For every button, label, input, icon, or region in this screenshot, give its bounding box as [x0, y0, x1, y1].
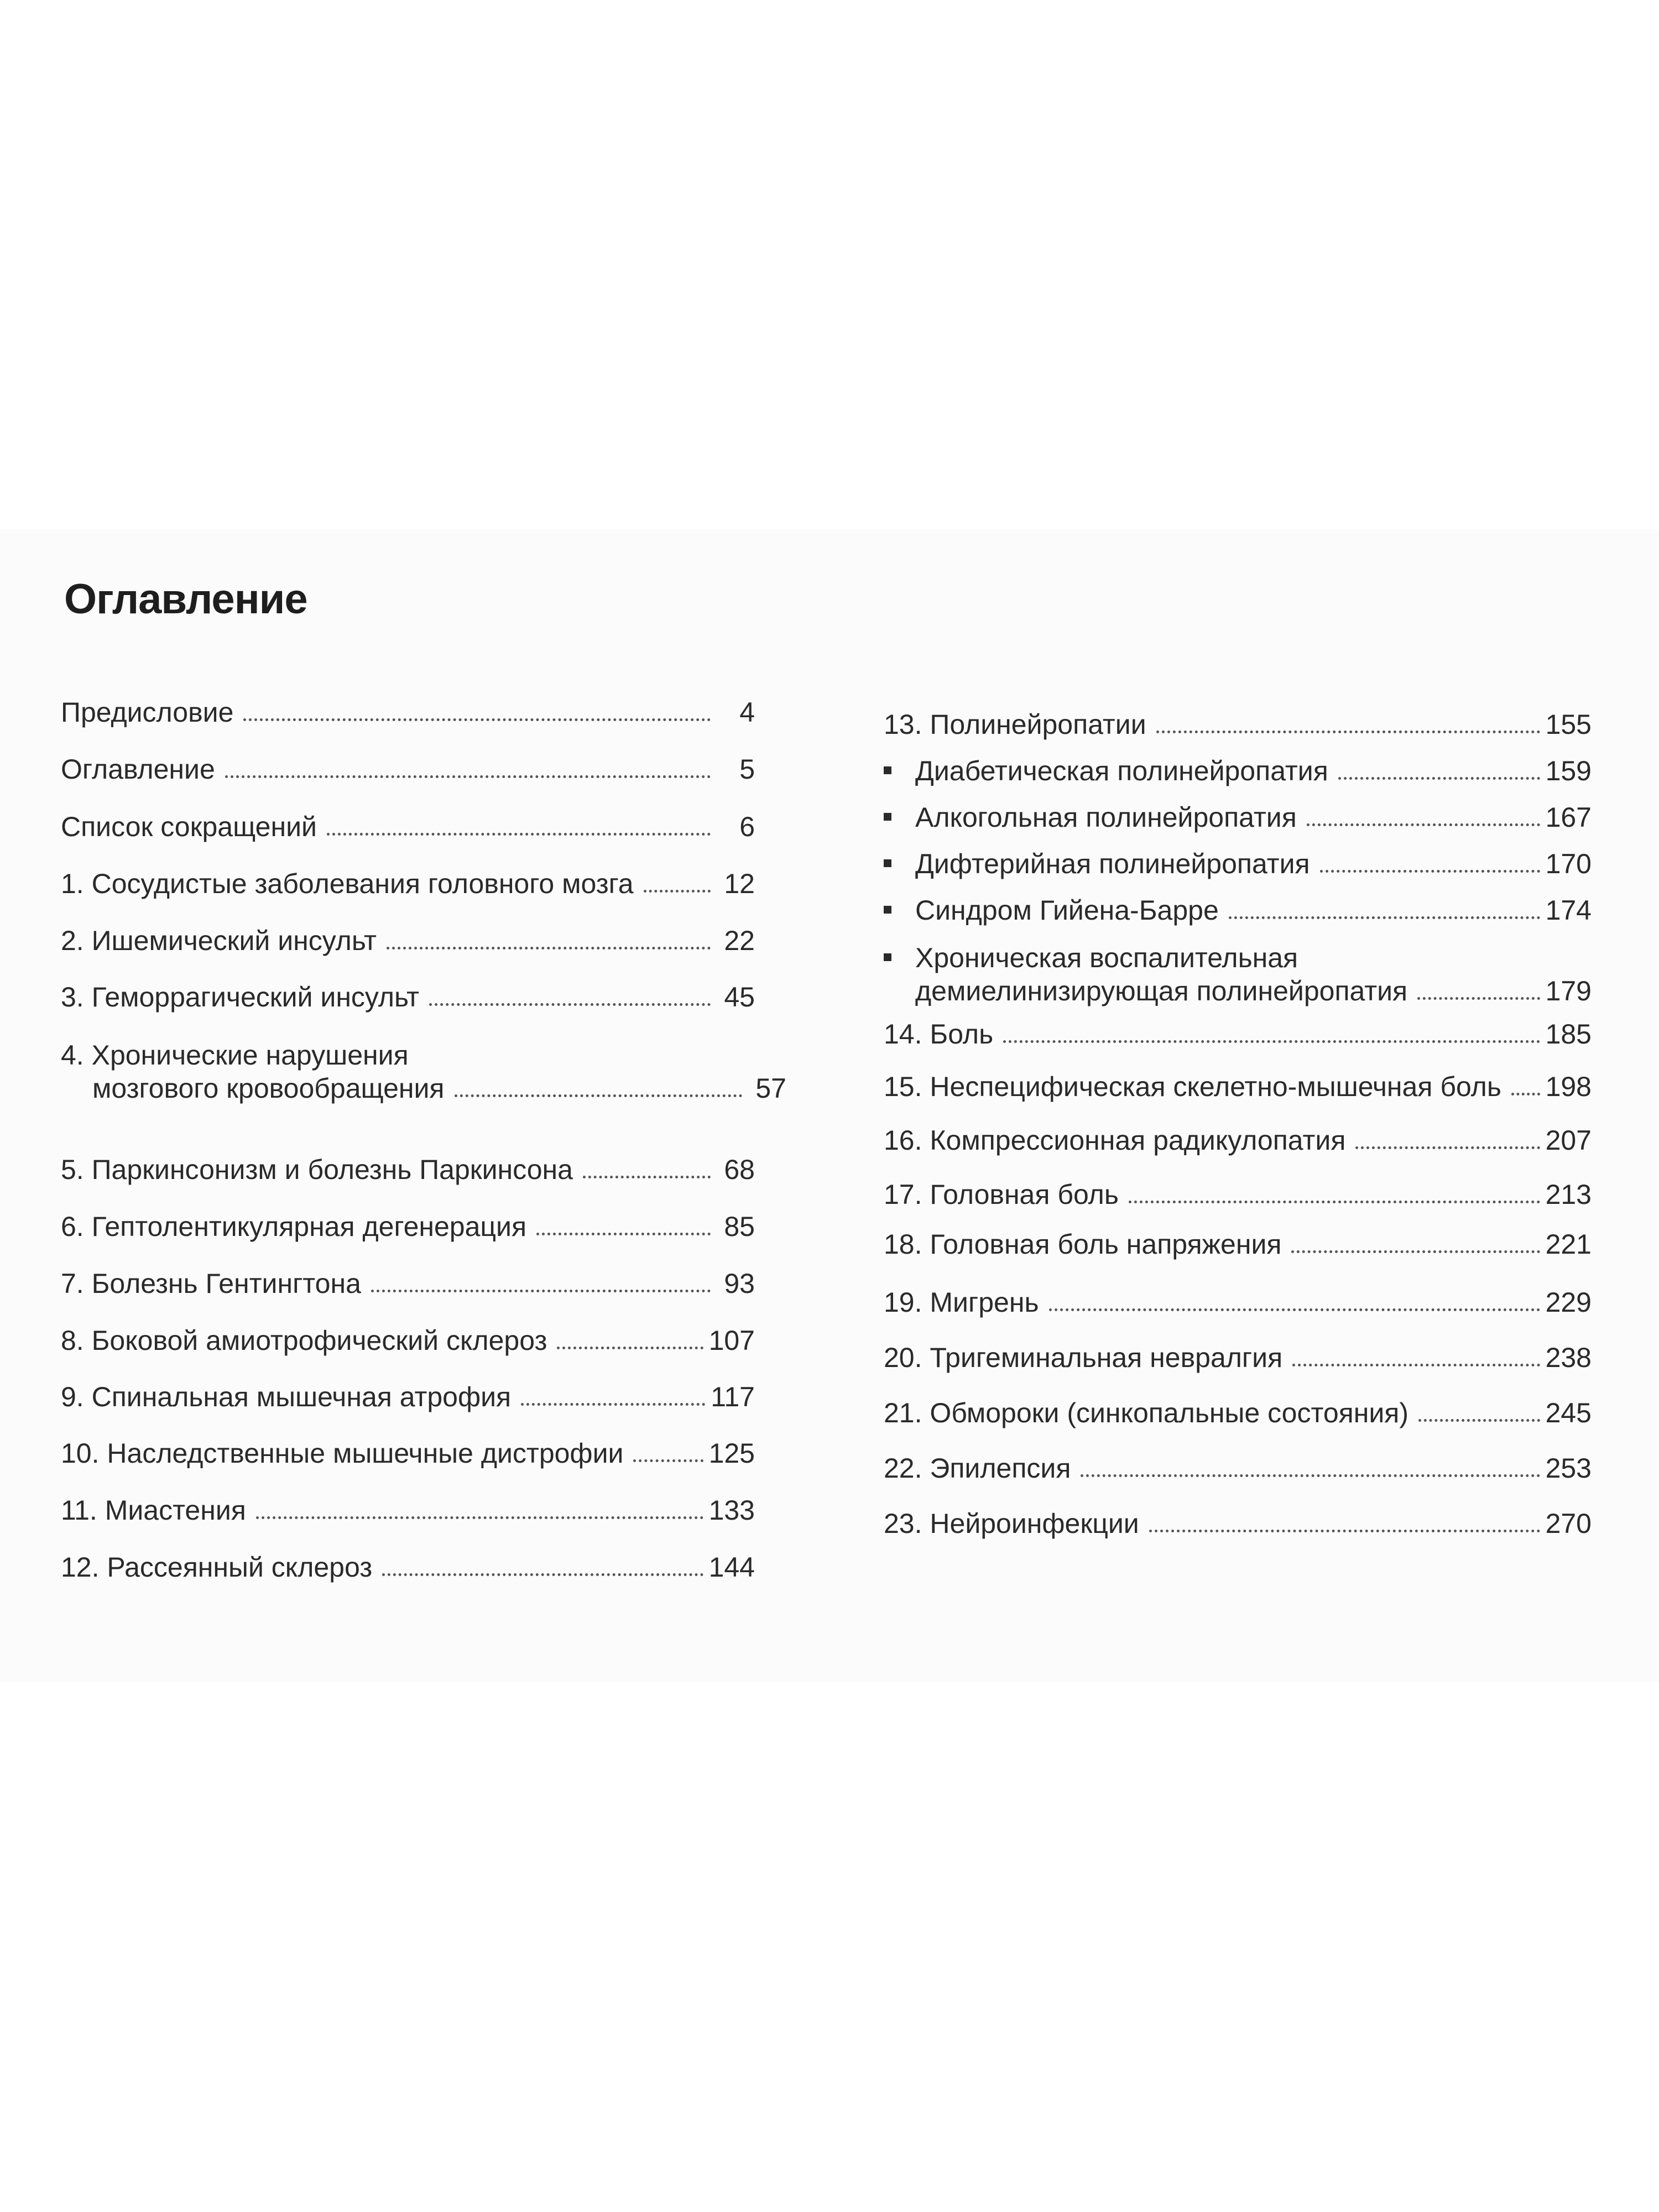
toc-page-number: 167 [1545, 802, 1592, 833]
dot-leader [1291, 1250, 1540, 1253]
toc-entry-title-line: 4. Хронические нарушения [61, 1040, 409, 1071]
toc-entry [884, 708, 1592, 741]
toc-entry-title: 17. Головная боль [884, 1179, 1119, 1210]
toc-entry-title: 9. Спинальная мышечная атрофия [61, 1381, 512, 1412]
toc-page-number: 170 [1545, 848, 1592, 879]
dot-leader [1320, 870, 1540, 873]
toc-entry-title: Алкогольная полинейропатия [915, 802, 1297, 833]
toc-entry [61, 980, 755, 1014]
dot-leader [1355, 1146, 1540, 1149]
dot-leader [644, 890, 711, 893]
toc-page-number: 133 [708, 1495, 755, 1526]
toc-entry-title: мозгового кровообращения [92, 1073, 445, 1104]
toc-entry-title: 15. Неспецифическая скелетно-мышечная боль [884, 1071, 1501, 1102]
toc-page-number: 221 [1545, 1229, 1592, 1260]
dot-leader [1511, 1093, 1540, 1095]
toc-entry-title: 20. Тригеминальная невралгия [884, 1342, 1283, 1373]
dot-leader [225, 775, 711, 778]
dot-leader [1156, 731, 1540, 733]
bullet-icon [884, 859, 891, 867]
toc-entry-title: Предисловие [61, 697, 234, 728]
toc-entry [61, 1324, 755, 1357]
toc-entry-title: 18. Головная боль напряжения [884, 1229, 1282, 1260]
toc-entry-title: демиелинизирующая полинейропатия [915, 975, 1408, 1006]
toc-page-number: 270 [1545, 1508, 1592, 1539]
toc-entry [61, 1267, 755, 1300]
toc-page-number: 213 [1545, 1179, 1592, 1210]
dot-leader [256, 1516, 703, 1519]
toc-page-number: 6 [739, 811, 755, 842]
dot-leader [1418, 1419, 1540, 1422]
toc-entry [61, 1380, 755, 1413]
toc-entry-title: 2. Ишемический инсульт [61, 925, 377, 956]
toc-entry [884, 1286, 1592, 1319]
dot-leader [1417, 997, 1540, 1000]
toc-entry [884, 1452, 1592, 1485]
toc-page-number: 229 [1545, 1287, 1592, 1318]
dot-leader [371, 1290, 711, 1292]
toc-entry [884, 1070, 1592, 1103]
dot-leader [1149, 1530, 1540, 1532]
toc-entry [884, 754, 1592, 787]
dot-leader [536, 1233, 711, 1235]
dot-leader [583, 1176, 711, 1178]
toc-page-number: 57 [755, 1073, 786, 1104]
bullet-icon [884, 766, 891, 774]
toc-entry [61, 924, 755, 957]
toc-page-number: 68 [724, 1154, 755, 1185]
toc-page-number: 5 [739, 754, 755, 785]
dot-leader [455, 1094, 743, 1097]
dot-leader [327, 833, 711, 836]
toc-entry-title: Синдром Гийена-Барре [915, 895, 1219, 926]
dot-leader [633, 1459, 703, 1462]
toc-entry [61, 1153, 755, 1186]
toc-entry [884, 1228, 1592, 1261]
toc-entry [884, 941, 1592, 1008]
toc-page-number: 253 [1545, 1453, 1592, 1484]
toc-entry [61, 1494, 755, 1527]
dot-leader [1307, 823, 1540, 826]
toc-page-number: 85 [724, 1211, 755, 1242]
dot-leader [1081, 1474, 1540, 1477]
toc-page-number: 238 [1545, 1342, 1592, 1373]
bullet-icon [884, 953, 891, 961]
bullet-icon [884, 906, 891, 914]
toc-entry [61, 810, 755, 843]
dot-leader [1003, 1040, 1540, 1043]
dot-leader [1292, 1364, 1540, 1366]
toc-entry [61, 1437, 755, 1470]
toc-entry [61, 1210, 755, 1243]
toc-page-number: 198 [1545, 1071, 1592, 1102]
toc-entry [884, 801, 1592, 834]
toc-entry-title-line: Хроническая воспалительная [915, 942, 1298, 973]
toc-entry-title: 13. Полинейропатии [884, 709, 1146, 740]
dot-leader [243, 718, 711, 721]
toc-entry-title: 1. Сосудистые заболевания головного мозга [61, 868, 634, 899]
toc-entry-title: 14. Боль [884, 1019, 994, 1050]
toc-entry-title: 23. Нейроинфекции [884, 1508, 1139, 1539]
toc-entry [884, 1396, 1592, 1430]
toc-entry-title: 5. Паркинсонизм и болезнь Паркинсона [61, 1154, 573, 1185]
toc-page-number: 155 [1545, 709, 1592, 740]
toc-page-number: 174 [1545, 895, 1592, 926]
toc-entry [884, 847, 1592, 880]
toc-page-number: 185 [1545, 1019, 1592, 1050]
toc-page-number: 207 [1545, 1125, 1592, 1156]
toc-page-number: 12 [724, 868, 755, 899]
dot-leader [1338, 777, 1540, 780]
toc-entry-title: Оглавление [61, 754, 215, 785]
toc-entry [884, 1341, 1592, 1374]
toc-page-number: 125 [708, 1438, 755, 1469]
bullet-icon [884, 813, 891, 821]
toc-entry [884, 1178, 1592, 1211]
toc-entry [61, 867, 755, 900]
dot-leader [387, 947, 711, 950]
toc-entry [884, 1018, 1592, 1051]
dot-leader [557, 1347, 703, 1349]
toc-entry-title: 22. Эпилепсия [884, 1453, 1071, 1484]
toc-page-number: 144 [708, 1552, 755, 1583]
toc-entry-title: 7. Болезнь Гентингтона [61, 1268, 361, 1299]
toc-entry [884, 1507, 1592, 1540]
dot-leader [1049, 1308, 1540, 1311]
dot-leader [429, 1003, 711, 1006]
toc-page-number: 93 [724, 1268, 755, 1299]
toc-entry-title: 21. Обмороки (синкопальные состояния) [884, 1397, 1408, 1428]
dot-leader [521, 1403, 705, 1406]
toc-entry [884, 1124, 1592, 1157]
toc-page-number: 4 [739, 697, 755, 728]
toc-entry-title: 6. Гептолентикулярная дегенерация [61, 1211, 527, 1242]
dot-leader [1229, 916, 1540, 919]
toc-entry-title: 11. Миастения [61, 1495, 246, 1526]
toc-entry-title: 3. Геморрагический инсульт [61, 982, 420, 1013]
toc-entry-title: Список сокращений [61, 811, 317, 842]
toc-page-number: 245 [1545, 1397, 1592, 1428]
toc-entry-title: 16. Компрессионная радикулопатия [884, 1125, 1346, 1156]
toc-entry [61, 1039, 786, 1105]
toc-entry-title: 10. Наследственные мышечные дистрофии [61, 1438, 624, 1469]
page-title: Оглавление [64, 576, 307, 623]
toc-page-number: 107 [708, 1325, 755, 1356]
toc-page-number: 45 [724, 982, 755, 1013]
toc-entry-title: Дифтерийная полинейропатия [915, 848, 1310, 879]
toc-entry-title: 8. Боковой амиотрофический склероз [61, 1325, 547, 1356]
toc-page-number: 179 [1545, 975, 1592, 1006]
toc-entry-title: 12. Рассеянный склероз [61, 1552, 373, 1583]
toc-entry [884, 894, 1592, 927]
toc-page-number: 22 [724, 925, 755, 956]
toc-entry-title: Диабетическая полинейропатия [915, 755, 1328, 786]
toc-entry-title: 19. Мигрень [884, 1287, 1039, 1318]
toc-page-number: 117 [711, 1381, 755, 1412]
toc-page-number: 159 [1545, 755, 1592, 786]
toc-entry [61, 1551, 755, 1584]
dot-leader [382, 1573, 703, 1576]
toc-entry [61, 753, 755, 786]
dot-leader [1129, 1201, 1540, 1203]
toc-entry [61, 696, 755, 729]
